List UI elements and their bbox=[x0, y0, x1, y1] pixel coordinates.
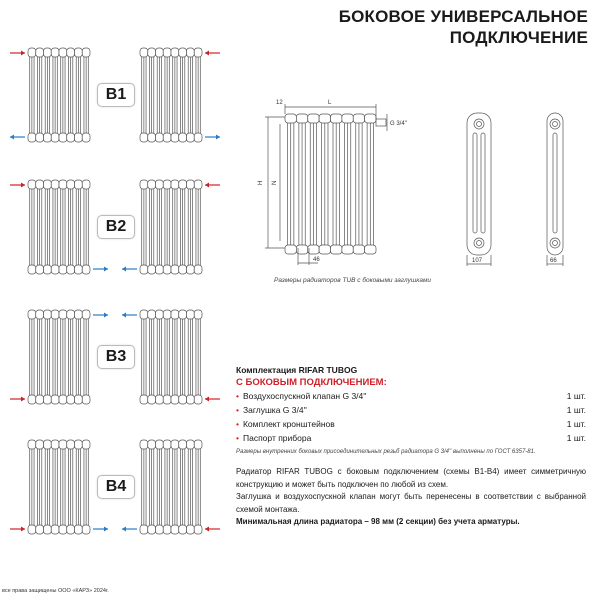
thread-label: G 3/4'' bbox=[390, 121, 407, 127]
kit-section bbox=[236, 365, 586, 455]
dim-depth3-label: 107 bbox=[472, 258, 483, 264]
kit-item bbox=[236, 391, 586, 402]
kit-item bbox=[236, 419, 586, 430]
kit-item-name: Паспорт прибора bbox=[242, 433, 312, 443]
kit-item-qty: 1 шт. bbox=[566, 433, 586, 443]
side-view-2col bbox=[547, 113, 563, 255]
dim-axis-label: N bbox=[272, 180, 278, 185]
bullet-icon: • bbox=[236, 433, 239, 443]
scheme-label: B3 bbox=[97, 345, 135, 369]
kit-item-name: Заглушка G 3/4'' bbox=[242, 405, 307, 415]
kit-item-qty: 1 шт. bbox=[566, 405, 586, 415]
scheme-label: B1 bbox=[97, 83, 135, 107]
kit-item bbox=[236, 405, 586, 416]
description-p1: Радиатор RIFAR TUBOG с боковым подключением (схемы B1-B4) имеет симметричную конструкцию и может быть подключен по любой из схем. bbox=[236, 467, 586, 489]
dim-pitch-label: 46 bbox=[313, 257, 320, 263]
bullet-icon: • bbox=[236, 419, 239, 429]
side-view-3col bbox=[467, 113, 491, 255]
dim-length-label: L bbox=[328, 100, 332, 106]
dim-depth2-label: 66 bbox=[550, 258, 557, 264]
scheme-label: B4 bbox=[97, 475, 135, 499]
kit-item bbox=[236, 433, 586, 444]
dim-height-label: H bbox=[258, 180, 264, 185]
description bbox=[236, 466, 586, 529]
kit-item-name: Комплект кронштейнов bbox=[242, 419, 335, 429]
kit-note: Размеры внутренних боковых присоединительных резьб радиатора G 3/4'' выполнены по ГОСТ 6357-81. bbox=[236, 449, 536, 455]
drawing-caption: Размеры радиаторов TUB с боковыми заглушками bbox=[274, 277, 432, 284]
scheme-label: B2 bbox=[97, 215, 135, 239]
description-p3: Минимальная длина радиатора – 98 мм (2 секции) без учета арматуры. bbox=[236, 517, 520, 526]
page-title: БОКОВОЕ УНИВЕРСАЛЬНОЕ ПОДКЛЮЧЕНИЕ bbox=[338, 7, 588, 47]
kit-item-qty: 1 шт. bbox=[566, 419, 586, 429]
kit-subheading: С БОКОВЫМ ПОДКЛЮЧЕНИЕМ: bbox=[236, 377, 387, 388]
radiator-front-view bbox=[285, 114, 376, 254]
bullet-icon: • bbox=[236, 391, 239, 401]
dim-offset-label: 12 bbox=[276, 100, 283, 106]
kit-item-name: Воздухоспускной клапан G 3/4'' bbox=[242, 391, 367, 401]
kit-heading: Комплектация RIFAR TUBOG bbox=[236, 365, 358, 375]
copyright: все права защищены ООО «КАРЗ» 2024г. bbox=[2, 588, 109, 594]
kit-item-qty: 1 шт. bbox=[566, 391, 586, 401]
bullet-icon: • bbox=[236, 405, 239, 415]
description-p2: Заглушка и воздухоспускной клапан могут быть перенесены в соответствии с выбранной схемой монтажа. bbox=[236, 492, 586, 514]
